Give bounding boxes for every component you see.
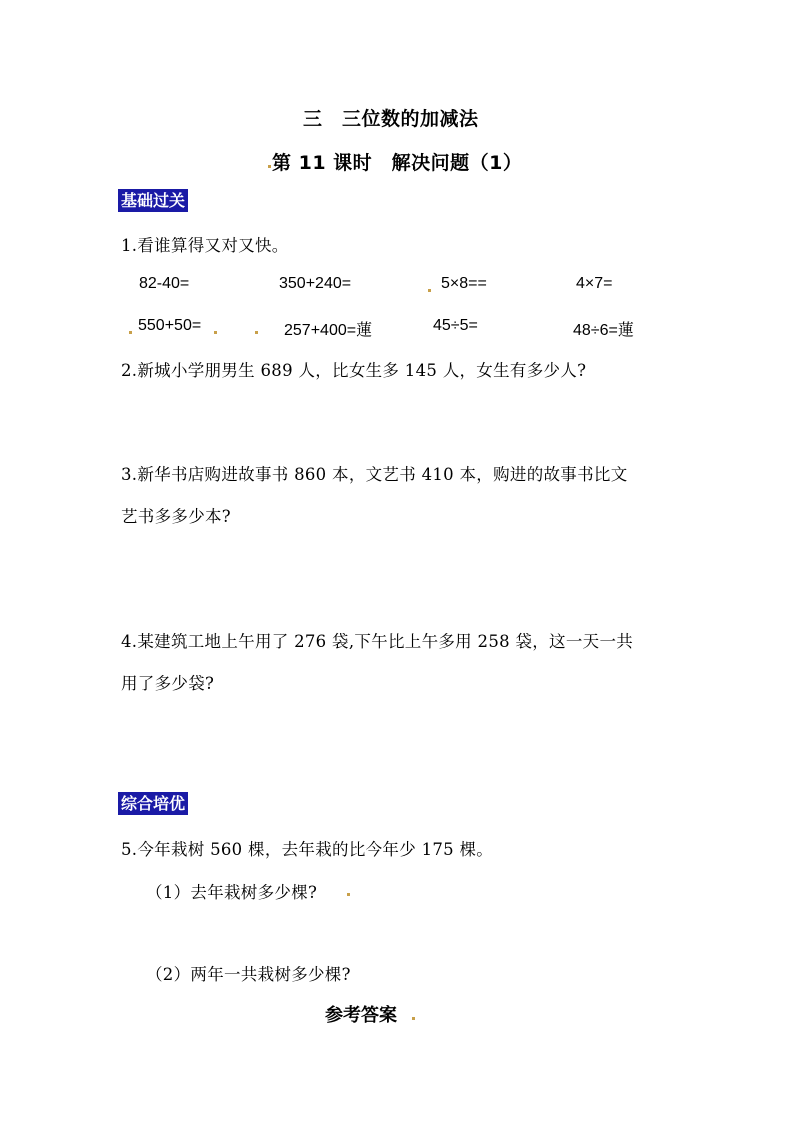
stray-mark xyxy=(214,331,217,334)
calc-item: 550+50= xyxy=(138,317,202,334)
calc-item: 48÷6=蓮 xyxy=(573,322,634,339)
stray-mark xyxy=(412,1017,415,1020)
calc-item: 257+400=蓮 xyxy=(284,322,373,339)
question-5-prompt: 5.今年栽树 560 棵，去年栽的比今年少 175 棵。 xyxy=(121,840,494,859)
question-3-line-1: 3.新华书店购进故事书 860 本，文艺书 410 本，购进的故事书比文 xyxy=(121,465,628,484)
question-4-line-2: 用了多少袋? xyxy=(121,674,215,693)
stray-mark xyxy=(428,289,431,292)
stray-mark xyxy=(255,331,258,334)
calc-item: 82-40= xyxy=(139,275,190,292)
stray-mark xyxy=(268,165,271,168)
calc-item: 350+240= xyxy=(279,275,352,292)
calc-item: 5×8== xyxy=(441,275,487,292)
stray-mark xyxy=(347,893,350,896)
lesson-title: 第 11 课时 解决问题（1） xyxy=(272,152,523,174)
question-5-sub-1: （1）去年栽树多少棵? xyxy=(146,883,318,902)
question-5-sub-2: （2）两年一共栽树多少棵? xyxy=(146,965,351,984)
calc-item: 45÷5= xyxy=(433,317,478,334)
unit-title: 三 三位数的加减法 xyxy=(303,108,479,130)
stray-mark xyxy=(129,331,132,334)
question-4-line-1: 4.某建筑工地上午用了 276 袋,下午比上午多用 258 袋，这一天一共 xyxy=(121,632,634,651)
section-badge-basic: 基础过关 xyxy=(118,189,188,212)
question-1-prompt: 1.看谁算得又对又快。 xyxy=(121,236,289,255)
question-3-line-2: 艺书多多少本? xyxy=(121,507,231,526)
question-2: 2.新城小学朋男生 689 人，比女生多 145 人，女生有多少人? xyxy=(121,361,587,380)
answer-heading: 参考答案 xyxy=(325,1005,397,1026)
calc-item: 4×7= xyxy=(576,275,613,292)
section-badge-advanced: 综合培优 xyxy=(118,792,188,815)
